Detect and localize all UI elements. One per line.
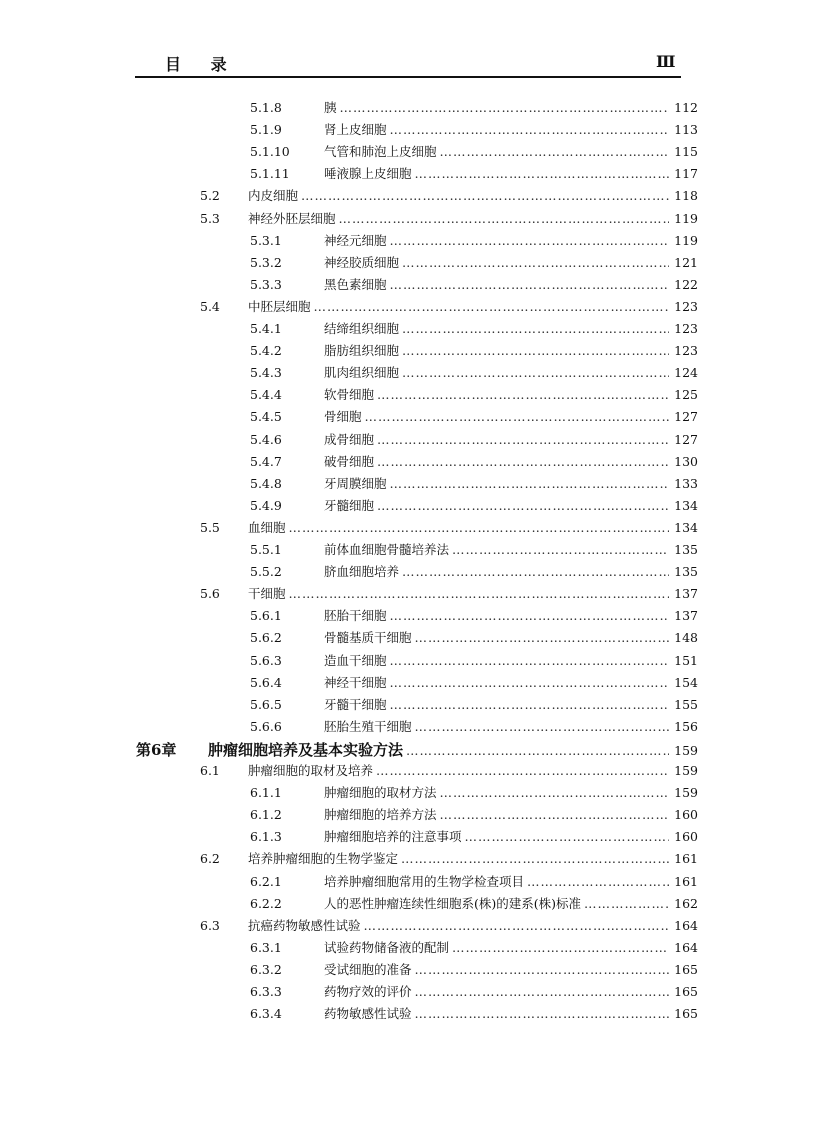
toc-entry-page: 123 — [674, 298, 698, 314]
dot-leader — [377, 498, 669, 513]
toc-entry-page: 123 — [674, 321, 698, 336]
toc-entry[interactable] — [250, 1004, 698, 1024]
toc-entry-number: 5.1.10 — [250, 144, 290, 160]
toc-entry[interactable] — [250, 120, 698, 140]
toc-entry[interactable] — [250, 142, 698, 162]
toc-entry-page: 130 — [674, 453, 698, 469]
toc-entry[interactable] — [250, 385, 698, 405]
toc-entry[interactable] — [200, 297, 698, 317]
toc-entry-page: 159 — [674, 763, 698, 778]
dot-leader — [377, 387, 669, 402]
toc-entry[interactable] — [250, 430, 698, 450]
toc-entry-title: 干细胞 — [248, 586, 286, 602]
dot-leader — [440, 807, 669, 822]
toc-entry[interactable] — [250, 253, 698, 273]
toc-entry-title: 黑色素细胞 — [324, 276, 387, 292]
toc-entry-title: 唾液腺上皮细胞 — [324, 166, 412, 182]
toc-entry[interactable] — [250, 982, 698, 1002]
dot-leader — [415, 1006, 669, 1021]
toc-entry-title: 药物敏感性试验 — [324, 1006, 412, 1022]
dot-leader — [339, 211, 669, 226]
toc-entry-page: 165 — [674, 984, 698, 999]
toc-entry-page: 134 — [674, 519, 698, 535]
toc-entry-title: 牙周膜细胞 — [324, 475, 387, 491]
toc-entry[interactable] — [250, 407, 698, 427]
toc-entry-number: 5.4.4 — [250, 387, 282, 403]
toc-entry-page: 133 — [674, 475, 698, 491]
toc-entry-page: 165 — [674, 961, 698, 977]
toc-entry-page: 112 — [674, 100, 698, 115]
toc-entry-page: 135 — [674, 542, 698, 557]
toc-entry-title: 胚胎生殖干细胞 — [324, 718, 412, 734]
toc-entry-title: 受试细胞的准备 — [324, 961, 412, 977]
toc-entry[interactable] — [250, 673, 698, 693]
dot-leader — [465, 829, 669, 844]
toc-entry-number: 6.3.3 — [250, 984, 282, 999]
toc-entry-title: 神经外胚层细胞 — [248, 210, 336, 226]
toc-entry-page: 113 — [674, 122, 698, 138]
toc-entry-page: 125 — [674, 387, 698, 403]
toc-entry-number: 5.1.8 — [250, 100, 282, 115]
toc-entry-page: 118 — [674, 188, 698, 204]
toc-entry-title: 骨细胞 — [324, 409, 362, 425]
toc-entry-title: 试验药物储备液的配制 — [324, 939, 450, 955]
toc-entry-title: 胚胎干细胞 — [324, 608, 387, 624]
toc-entry-number: 5.4.8 — [250, 475, 282, 491]
toc-entry-number: 6.2.2 — [250, 895, 282, 911]
running-header-title: 目 录 — [165, 55, 239, 74]
dot-leader — [390, 653, 669, 668]
dot-leader — [390, 277, 669, 292]
toc-entry-page: 160 — [674, 807, 698, 823]
toc-entry-title: 药物疗效的评价 — [324, 984, 412, 999]
dot-leader — [527, 874, 669, 889]
toc-entry-title: 肿瘤细胞培养及基本实验方法 — [208, 740, 404, 759]
dot-leader — [415, 719, 669, 734]
toc-entry-title: 神经干细胞 — [324, 674, 387, 690]
toc-entry-page: 161 — [674, 873, 698, 889]
dot-leader — [415, 630, 669, 645]
toc-entry-title: 肿瘤细胞的取材方法 — [324, 785, 437, 801]
toc-entry-page: 119 — [674, 232, 698, 248]
toc-entry-page: 148 — [674, 630, 698, 646]
dot-leader — [390, 122, 669, 137]
toc-entry-number: 5.4.2 — [250, 343, 282, 359]
toc-entry-number: 5.5.1 — [250, 542, 282, 557]
toc-entry-number: 5.4.5 — [250, 409, 282, 425]
toc-entry[interactable] — [250, 783, 698, 803]
toc-entry[interactable] — [250, 960, 698, 980]
dot-leader — [365, 409, 669, 424]
toc-entry-page: 117 — [674, 166, 698, 182]
toc-entry-title: 肿瘤细胞的取材及培养 — [248, 763, 374, 778]
toc-entry-title: 造血干细胞 — [324, 652, 387, 668]
toc-entry-title: 结缔组织细胞 — [324, 321, 400, 336]
toc-entry-title: 成骨细胞 — [324, 431, 375, 447]
dot-leader — [377, 454, 669, 469]
toc-entry-page: 160 — [674, 829, 698, 845]
toc-entry[interactable] — [250, 562, 698, 582]
toc-entry-title: 胰 — [324, 100, 337, 115]
toc-entry-title: 肌肉组织细胞 — [324, 365, 400, 381]
dot-leader — [314, 299, 669, 314]
dot-leader — [390, 608, 669, 623]
toc-entry[interactable] — [250, 452, 698, 472]
toc-entry-title: 肿瘤细胞培养的注意事项 — [324, 829, 462, 845]
toc-entry-number: 6.3.1 — [250, 939, 282, 955]
toc-entry-number: 5.4.9 — [250, 497, 282, 513]
toc-entry-page: 162 — [674, 895, 698, 911]
dot-leader — [390, 697, 669, 712]
dot-leader — [402, 321, 669, 336]
toc-entry-page: 137 — [674, 586, 698, 602]
toc-entry-page: 134 — [674, 497, 698, 513]
page-number-roman: Ⅲ — [656, 52, 676, 71]
toc-entry[interactable] — [250, 717, 698, 737]
toc-entry[interactable] — [250, 341, 698, 361]
toc-entry-title: 前体血细胞骨髓培养法 — [324, 542, 450, 557]
dot-leader — [402, 365, 669, 380]
toc-entry-page: 165 — [674, 1006, 698, 1022]
dot-leader — [402, 564, 669, 579]
toc-entry-number: 5.5 — [200, 519, 220, 535]
toc-entry[interactable] — [200, 518, 698, 538]
dot-leader — [415, 166, 669, 181]
dot-leader — [390, 675, 669, 690]
toc-entry-number: 5.3 — [200, 210, 220, 226]
toc-entry-number: 6.1 — [200, 763, 220, 778]
toc-entry[interactable] — [200, 209, 698, 229]
toc-entry-page: 164 — [674, 939, 698, 955]
dot-leader — [415, 984, 669, 999]
toc-entry-page: 159 — [674, 742, 698, 758]
toc-entry-number: 5.6.2 — [250, 630, 282, 646]
toc-entry[interactable] — [250, 275, 698, 295]
dot-leader — [452, 940, 669, 955]
toc-entry[interactable] — [250, 606, 698, 626]
dot-leader — [440, 144, 669, 159]
toc-entry[interactable] — [250, 894, 698, 914]
toc-entry[interactable] — [250, 231, 698, 251]
toc-entry[interactable] — [250, 628, 698, 648]
toc-entry-page: 127 — [674, 431, 698, 447]
toc-entry-number: 6.2.1 — [250, 873, 282, 889]
toc-entry-page: 123 — [674, 343, 698, 359]
toc-entry[interactable] — [250, 938, 698, 958]
toc-entry[interactable] — [250, 651, 698, 671]
toc-entry-page: 161 — [674, 851, 698, 867]
toc-entry-number: 5.4.3 — [250, 365, 282, 381]
dot-leader — [390, 476, 669, 491]
toc-entry[interactable] — [200, 916, 698, 936]
toc-entry-page: 154 — [674, 674, 698, 690]
dot-leader — [402, 255, 669, 270]
dot-leader — [440, 785, 669, 800]
toc-entry-page: 159 — [674, 785, 698, 801]
toc-entry[interactable] — [250, 695, 698, 715]
toc-entry-number: 5.4.6 — [250, 431, 282, 447]
toc-entry[interactable] — [200, 186, 698, 206]
toc-entry-title: 人的恶性肿瘤连续性细胞系(株)的建系(株)标准 — [324, 895, 582, 911]
dot-leader — [406, 743, 669, 758]
toc-entry[interactable] — [200, 761, 698, 781]
toc-entry-page: 151 — [674, 652, 698, 668]
toc-entry-number: 5.1.11 — [250, 166, 290, 182]
toc-entry[interactable] — [250, 474, 698, 494]
toc-entry-title: 脐血细胞培养 — [324, 564, 400, 580]
toc-entry-number: 5.6.6 — [250, 718, 282, 734]
toc-entry-title: 血细胞 — [248, 519, 286, 535]
toc-entry-title: 培养肿瘤细胞的生物学鉴定 — [248, 851, 399, 867]
toc-entry[interactable] — [250, 164, 698, 184]
toc-entry-page: 124 — [674, 365, 698, 381]
toc-entry-number: 5.1.9 — [250, 122, 282, 138]
toc-entry[interactable] — [250, 805, 698, 825]
toc-entry-number: 6.3.2 — [250, 961, 282, 977]
toc-entry-number: 6.1.1 — [250, 785, 282, 801]
toc-entry-number: 5.3.2 — [250, 254, 282, 270]
toc-entry-title: 肿瘤细胞的培养方法 — [324, 807, 437, 823]
toc-entry-number: 5.6.3 — [250, 652, 282, 668]
toc-entry-page: 137 — [674, 608, 698, 624]
toc-entry-title: 肾上皮细胞 — [324, 122, 387, 138]
dot-leader — [402, 343, 669, 358]
dot-leader — [390, 233, 669, 248]
dot-leader — [289, 520, 669, 535]
header-rule — [135, 76, 681, 78]
toc-entry-number: 5.5.2 — [250, 564, 282, 580]
toc-entry[interactable] — [250, 872, 698, 892]
toc-entry-page: 164 — [674, 917, 698, 933]
toc-entry-number: 5.4.1 — [250, 321, 282, 336]
toc-entry[interactable] — [200, 849, 698, 869]
toc-entry[interactable] — [250, 363, 698, 383]
dot-leader — [340, 100, 669, 115]
toc-entry-title: 牙髓干细胞 — [324, 696, 387, 712]
toc-entry-page: 121 — [674, 254, 698, 270]
toc-entry-number: 6.2 — [200, 851, 220, 867]
toc-entry-title: 神经元细胞 — [324, 232, 387, 248]
dot-leader — [452, 542, 669, 557]
dot-leader — [401, 851, 669, 866]
toc-entry[interactable] — [250, 98, 698, 118]
dot-leader — [289, 586, 669, 601]
toc-entry-number: 6.1.2 — [250, 807, 282, 823]
toc-entry-page: 119 — [674, 210, 698, 226]
dot-leader — [415, 962, 669, 977]
dot-leader — [377, 432, 669, 447]
toc-entry-number: 5.6.4 — [250, 674, 282, 690]
toc-entry-title: 神经胶质细胞 — [324, 254, 400, 270]
toc-entry-number: 6.3.4 — [250, 1006, 282, 1022]
toc-entry-number: 5.6.5 — [250, 696, 282, 712]
toc-entry[interactable] — [250, 496, 698, 516]
toc-entry[interactable] — [136, 739, 698, 759]
toc-entry-title: 骨髓基质干细胞 — [324, 630, 412, 646]
toc-entry-title: 牙髓细胞 — [324, 497, 375, 513]
toc-entry-number: 第6章 — [136, 740, 177, 759]
toc-entry-title: 培养肿瘤细胞常用的生物学检查项目 — [324, 873, 525, 889]
toc-entry-number: 5.6.1 — [250, 608, 282, 624]
toc-entry-number: 5.3.1 — [250, 232, 282, 248]
toc-entry-page: 122 — [674, 276, 698, 292]
toc-entry[interactable] — [250, 827, 698, 847]
toc-entry-page: 155 — [674, 696, 698, 712]
toc-entry[interactable] — [250, 319, 698, 339]
toc-entry-number: 5.4 — [200, 298, 220, 314]
toc-entry-title: 内皮细胞 — [248, 188, 299, 204]
toc-entry-number: 5.2 — [200, 188, 220, 204]
toc-entry-title: 气管和肺泡上皮细胞 — [324, 144, 437, 160]
toc-entry-number: 6.1.3 — [250, 829, 282, 845]
toc-entry-title: 抗癌药物敏感性试验 — [248, 917, 361, 933]
toc-entry-page: 115 — [674, 144, 698, 160]
toc-entry-number: 5.4.7 — [250, 453, 282, 469]
toc-entry-number: 6.3 — [200, 917, 220, 933]
toc-entry-title: 软骨细胞 — [324, 387, 375, 403]
toc-entry-page: 127 — [674, 409, 698, 425]
toc-entry[interactable] — [200, 584, 698, 604]
dot-leader — [364, 918, 669, 933]
dot-leader — [376, 763, 669, 778]
dot-leader — [584, 896, 669, 911]
toc-entry-page: 135 — [674, 564, 698, 580]
toc-entry-number: 5.3.3 — [250, 276, 282, 292]
toc-entry-title: 脂肪组织细胞 — [324, 343, 400, 359]
dot-leader — [301, 188, 669, 203]
toc-entry[interactable] — [250, 540, 698, 560]
toc-entry-title: 破骨细胞 — [324, 453, 375, 469]
toc-entry-page: 156 — [674, 718, 698, 734]
toc-entry-title: 中胚层细胞 — [248, 298, 311, 314]
toc-entry-number: 5.6 — [200, 586, 220, 602]
